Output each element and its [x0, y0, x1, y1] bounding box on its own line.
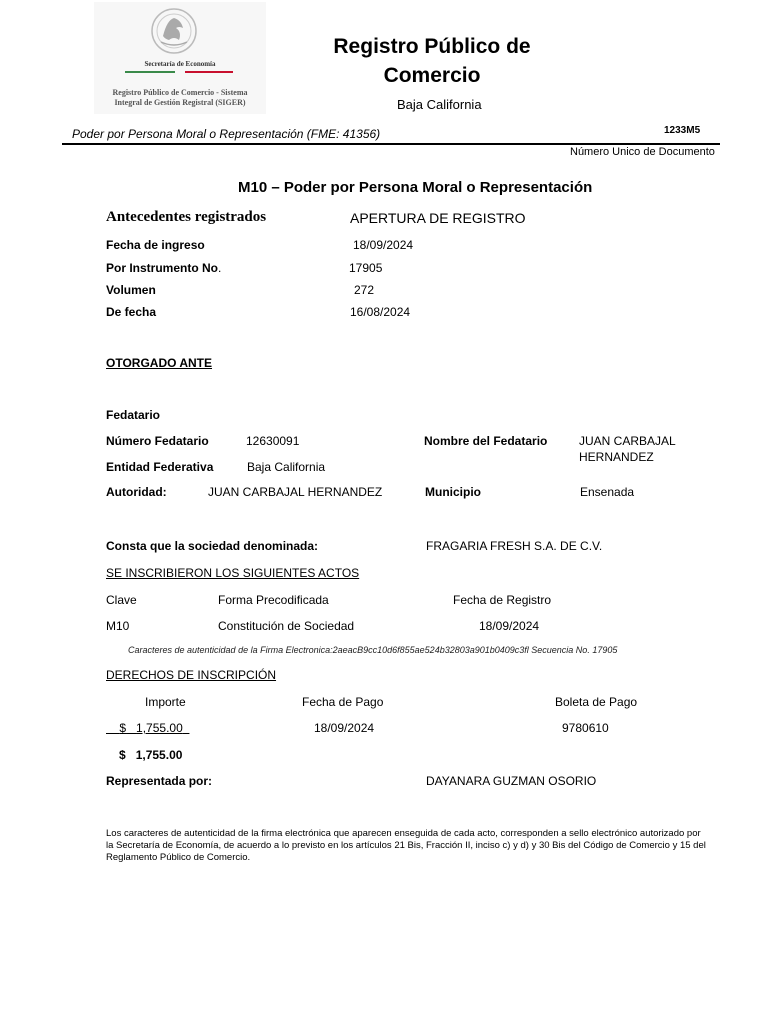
antecedentes-label: Antecedentes registrados [106, 209, 267, 225]
autoridad-label: Autoridad: [106, 485, 167, 499]
antecedentes-value: APERTURA DE REGISTRO [350, 210, 526, 226]
representada-value: DAYANARA GUZMAN OSORIO [426, 774, 597, 788]
municipio-label: Municipio [425, 485, 481, 499]
form-name: Poder por Persona Moral o Representación (FME: 41356) [72, 127, 381, 141]
fedatario-label: Fedatario [106, 408, 161, 422]
nombre-fedatario-value-2: HERNANDEZ [579, 450, 654, 464]
doc-number-label: Número Unico de Documento [570, 146, 715, 158]
logo-stripe-red [185, 71, 233, 73]
fecha-ingreso-value: 18/09/2024 [353, 238, 414, 252]
logo-line2: Integral de Gestión Registral (SIGER) [114, 98, 246, 107]
de-fecha-label: De fecha [106, 305, 157, 319]
de-fecha-value: 16/08/2024 [350, 305, 411, 319]
acto-forma: Constitución de Sociedad [218, 619, 355, 633]
logo-line1: Registro Público de Comercio - Sistema [112, 88, 248, 97]
total-symbol: $ [119, 748, 126, 762]
entidad-label: Entidad Federativa [106, 460, 214, 474]
numero-fedatario-label: Número Fedatario [106, 434, 209, 448]
total-amount: 1,755.00 [135, 748, 183, 762]
importe-amount: 1,755.00 [136, 721, 183, 735]
importe-value [106, 721, 189, 735]
derechos-col-importe: Importe [145, 695, 186, 709]
actos-col-forma: Forma Precodificada [218, 593, 329, 607]
sociedad-value: FRAGARIA FRESH S.A. DE C.V. [426, 539, 603, 553]
autoridad-value: JUAN CARBAJAL HERNANDEZ [208, 485, 383, 499]
fecha-pago-value: 18/09/2024 [314, 721, 375, 735]
nombre-fedatario-label: Nombre del Fedatario [424, 434, 548, 448]
derechos-col-fecha: Fecha de Pago [302, 695, 384, 709]
section-title: M10 – Poder por Persona Moral o Representación [238, 179, 593, 196]
header-rule [62, 143, 720, 145]
firma-electronica: Caracteres de autenticidad de la Firma Electronica:2aeacB9cc10d6f855ae524b32803a901b0409c3fl Secuencia No. 17905 [128, 645, 618, 655]
acto-clave: M10 [106, 619, 130, 633]
total-value [119, 748, 182, 762]
state-label: Baja California [397, 97, 482, 112]
logo-stripe-green [125, 71, 175, 73]
entidad-value: Baja California [247, 460, 326, 474]
derechos-col-boleta: Boleta de Pago [555, 695, 638, 709]
logo-dept: Secretaría de Economía [144, 60, 216, 68]
national-seal-icon [149, 6, 199, 56]
derechos-heading: DERECHOS DE INSCRIPCIÓN [106, 668, 277, 682]
actos-col-clave: Clave [106, 593, 137, 607]
nombre-fedatario-value-1: JUAN CARBAJAL [579, 434, 676, 448]
actos-col-fecha: Fecha de Registro [453, 593, 552, 607]
doc-number: 1233M5 [664, 125, 701, 136]
instrumento-label: Por Instrumento No. [106, 261, 222, 275]
boleta-value: 9780610 [562, 721, 609, 735]
logo-stripe-white [175, 71, 185, 73]
volumen-value: 272 [354, 283, 375, 297]
legal-notice: Los caracteres de autenticidad de la firma electrónica que aparecen enseguida de cada acto, corresponden a sello electrónico autorizado por la Secretaría de Economía, de acuerdo a lo previsto en los artículos 21 Bis, Fracción II, inciso c) y d) y 30 Bis del Código de Comercio y 15 del Reglamento Público de Comercio. [106, 828, 706, 863]
representada-label: Representada por: [106, 774, 213, 788]
sociedad-label: Consta que la sociedad denominada: [106, 539, 319, 553]
instrumento-value: 17905 [349, 261, 383, 275]
page-title-line1: Registro Público de [333, 35, 531, 58]
actos-heading: SE INSCRIBIERON LOS SIGUIENTES ACTOS [106, 566, 360, 580]
acto-fecha: 18/09/2024 [479, 619, 540, 633]
numero-fedatario-value: 12630091 [246, 434, 300, 448]
municipio-value: Ensenada [580, 485, 635, 499]
otorgado-heading: OTORGADO ANTE [106, 356, 213, 370]
volumen-label: Volumen [106, 283, 156, 297]
fecha-ingreso-label: Fecha de ingreso [106, 238, 205, 252]
importe-symbol: $ [119, 721, 127, 735]
page-title-line2: Comercio [383, 64, 481, 87]
